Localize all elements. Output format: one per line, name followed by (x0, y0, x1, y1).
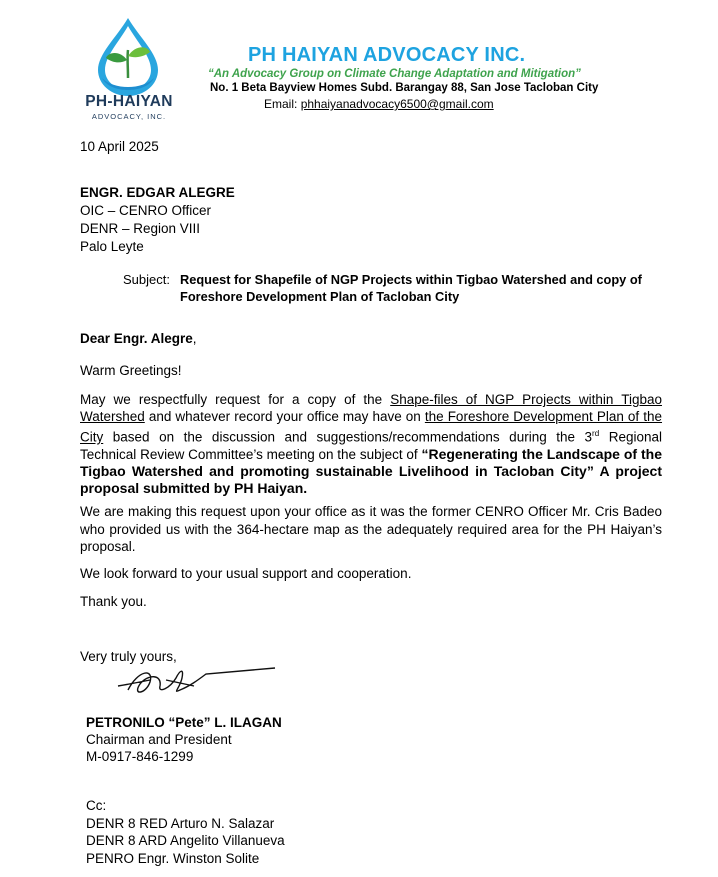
signatory-mobile: M-0917-846-1299 (86, 749, 194, 764)
p1-bold-project-title: “Regenerating the Landscape of the Tigbao Watershed and promoting sustainable Livelihood in Tacloban City” A project proposal submitted by PH Haiyan. (80, 445, 662, 496)
organization-email-line (264, 97, 494, 111)
p1-underlined-foreshore: the Foreshore Development Plan of the City (80, 409, 663, 445)
organization-name: PH HAIYAN ADVOCACY INC. (248, 44, 526, 66)
cc-item: DENR 8 ARD Angelito Villanueva (86, 833, 285, 848)
body-paragraph-3: We look forward to your usual support and cooperation. (80, 566, 412, 581)
p1-text-4: Regional Technical Review Committee’s meeting on the subject of (80, 429, 662, 462)
signatory-block (86, 714, 282, 765)
recipient-title: OIC – CENRO Officer (80, 203, 212, 218)
organization-tagline: “An Advocacy Group on Climate Change Adaptation and Mitigation” (208, 68, 581, 80)
recipient-office: DENR – Region VIII (80, 221, 201, 236)
email-label: Email: (264, 97, 301, 111)
subject-text (180, 272, 642, 305)
salutation-name: Dear Engr. Alegre (80, 331, 193, 346)
salutation (80, 331, 197, 347)
cc-item: PENRO Engr. Winston Solite (86, 850, 260, 866)
p1-text-2: and whatever record your office may have on (144, 409, 425, 424)
salutation-punctuation: , (192, 331, 197, 346)
logo-name: PH-HAIYAN (85, 93, 173, 110)
recipient-location: Palo Leyte (80, 239, 144, 254)
recipient-name: ENGR. EDGAR ALEGRE (80, 185, 235, 200)
subject-label: Subject: (123, 272, 170, 287)
cc-item: DENR 8 RED Arturo N. Salazar (86, 815, 275, 831)
closing: Very truly yours, (80, 649, 177, 664)
handwritten-signature-icon (110, 660, 280, 700)
p1-superscript: rd (592, 429, 600, 438)
p1-underlined-shapefiles: Shape-files of NGP Projects within Tigbao Watershed (80, 392, 662, 424)
signatory-name: PETRONILO “Pete” L. ILAGAN (86, 715, 282, 730)
body-paragraph-4: Thank you. (80, 594, 147, 609)
email-link[interactable]: phhaiyanadvocacy6500@gmail.com (300, 97, 494, 111)
logo-subtitle: ADVOCACY, INC. (91, 112, 167, 121)
signatory-position: Chairman and President (86, 732, 232, 747)
body-paragraph-1 (80, 391, 662, 497)
subject-line-2: Foreshore Development Plan of Tacloban City (180, 288, 460, 304)
cc-label: Cc: (86, 798, 107, 813)
recipient-block (80, 184, 235, 256)
water-drop-leaf-logo-icon (92, 16, 164, 96)
letter-date: 10 April 2025 (80, 139, 159, 154)
organization-address: No. 1 Beta Bayview Homes Subd. Barangay 88, San Jose Tacloban City (210, 82, 599, 94)
body-paragraph-2: We are making this request upon your office as it was the former CENRO Officer Mr. Cris Badeo who provided us with the 364-hectare map as the adequately required area for the PH Haiyan’s proposal. (80, 504, 662, 554)
subject-line-1: Request for Shapefile of NGP Projects within Tigbao Watershed and copy of (180, 272, 642, 287)
p1-text-3: based on the discussion and suggestions/recommendations during the 3 (103, 429, 593, 445)
cc-block (86, 797, 285, 867)
greeting: Warm Greetings! (80, 363, 182, 378)
p1-text-1: May we respectfully request for a copy of the (80, 392, 391, 407)
